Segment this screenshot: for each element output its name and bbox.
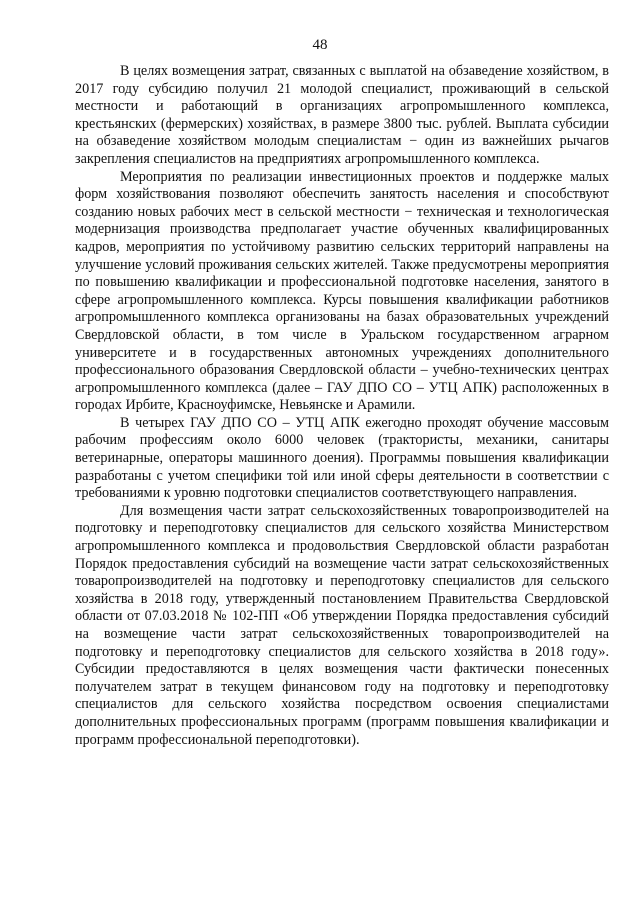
paragraph: В целях возмещения затрат, связанных с выплатой на обзаведение хозяйством, в 2017 году субсидию получил 21 молодой специалист, проживающий в сельской местности и работающий в организациях агропромышленного комплекса, крестьянских (фермерских) хозяйствах, в размере 3800 тыс. рублей. Выплата субсидии на обзаведение хозяйством молодым специалистам − один из важнейших рычагов закрепления специалистов на предприятиях агропромышленного комплекса. — [75, 63, 609, 167]
page-number: 48 — [312, 37, 328, 53]
paragraph: Для возмещения части затрат сельскохозяйственных товаропроизводителей на подготовку и переподготовку специалистов для сельского хозяйства Министерством агропромышленного комплекса и продовольствия Свердловской области разработан Порядок предоставления субсидий на возмещение части затрат сельскохозяйственных товаропроизводителей на подготовку и переподготовку специалистов для сельского хозяйства в 2018 году, утвержденный постановлением Правительства Свердловской области от 07.03.2018 № 102-ПП «Об утверждении Порядка предоставления субсидий на возмещение части затрат сельскохозяйственных товаропроизводителей на подготовку и переподготовку специалистов для сельского хозяйства в 2018 году». Субсидии предоставляются в целях возмещения части фактически понесенных получателем затрат в текущем финансовом году на подготовку и переподготовку специалистов для сельского хозяйства посредством освоения специалистами дополнительных профессиональных программ (программ повышения квалификации и программ профессиональной переподготовки). — [75, 502, 609, 748]
paragraph: В четырех ГАУ ДПО СО – УТЦ АПК ежегодно проходят обучение массовым рабочим профессиям около 6000 человек (трактористы, механики, санитары ветеринарные, операторы машинного доения). Программы повышения квалификации разработаны с учетом специфики той или иной сферы деятельности в соответствии с требованиями к уровню подготовки специалистов соответствующего направления. — [75, 414, 609, 502]
body-text — [75, 63, 609, 749]
paragraph: Мероприятия по реализации инвестиционных проектов и поддержке малых форм хозяйствования позволяют обеспечить занятость населения и способствуют созданию новых рабочих мест в сельской местности − техническая и технологическая модернизация производства предполагает участие обученных квалифицированных кадров, мероприятия по устойчивому развитию сельских территорий направлены на улучшение условий проживания сельских жителей. Также предусмотрены мероприятия по повышению квалификации и профессиональной подготовке населения, занятого в сфере агропромышленного комплекса. Курсы повышения квалификации работников агропромышленного комплекса организованы на базах образовательных учреждений Свердловской области, в том числе в Уральском государственном аграрном университете и в государственных автономных учреждениях дополнительного профессионального образования Свердловской области – учебно-технических центрах агропромышленного комплекса (далее – ГАУ ДПО СО – УТЦ АПК) расположенных в городах Ирбите, Красноуфимске, Невьянске и Арамили. — [75, 168, 609, 414]
